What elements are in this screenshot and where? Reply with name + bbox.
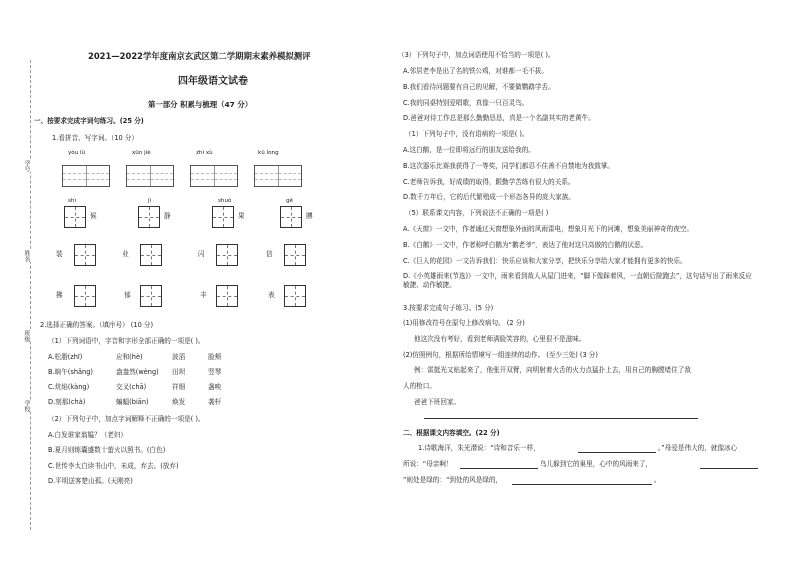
given-char: 郁 bbox=[124, 291, 131, 299]
grid-cell: A.松脂(zhī) bbox=[48, 353, 83, 361]
fill-3-text-b: 。 bbox=[654, 476, 661, 484]
tian-grid[interactable] bbox=[138, 206, 160, 228]
exam-title: 2021—2022学年度南京玄武区第二学期期末素养模拟测评 bbox=[88, 51, 311, 61]
grid-cell: 袭杆 bbox=[208, 398, 222, 406]
given-char: 拂 bbox=[56, 291, 63, 299]
exam-subtitle: 四年级语文试卷 bbox=[178, 76, 248, 87]
grid-cell: C.炕焰(kàng) bbox=[48, 383, 90, 391]
q3-option-d: D.爸爸对待工作总是那么勤勤恳恳，真是一个名副其实的老黄牛。 bbox=[403, 114, 595, 122]
grid-cell: 蝙蝠(biān) bbox=[116, 398, 149, 406]
given-char: 静 bbox=[164, 212, 171, 220]
tian-grid[interactable] bbox=[140, 285, 162, 307]
q6-2-context: 爸爸下班回家。 bbox=[414, 398, 461, 406]
q1-heading: 1.看拼音，写字词。（10 分） bbox=[52, 134, 139, 142]
q4-option-d: D.数千万年后，它的后代繁殖成一个形态各异的庞大家族。 bbox=[403, 193, 576, 201]
fill-3-text-a: ”则处是绿的：“到处的风是绿的， bbox=[403, 476, 503, 484]
answer-box-4[interactable] bbox=[254, 165, 302, 187]
q5-option-c: C.《巨人的花园》一文告诉我们：快乐应该和大家分享，把快乐分享给大家才能拥有更多的快乐。 bbox=[403, 257, 687, 265]
fill-2-text-b: 鸟儿躲到它的巢里，心中的风雨来了， bbox=[540, 460, 653, 468]
option-d: D.平明送客楚山孤。(天刚亮) bbox=[48, 477, 133, 485]
pinyin-1: yòu lù bbox=[68, 150, 86, 156]
given-char: 业 bbox=[122, 250, 129, 258]
q5-stem: （5）联系课文内容，下列说法不正确的一项是( ) bbox=[405, 209, 549, 217]
q6-1-sentence: 他这次没有考好，看到老师满脸笑容的，心里很不是滋味。 bbox=[414, 335, 586, 343]
pinyin-2: xūn jiè bbox=[132, 150, 151, 156]
q3-option-c: C.我的同桌特别爱唱歌，真像一只百灵鸟。 bbox=[403, 99, 529, 107]
grid-cell: 应和(hè) bbox=[116, 353, 143, 361]
school-label: 学校 bbox=[23, 400, 30, 412]
grid-cell: 祥细 bbox=[172, 383, 186, 391]
option-a: A.白发谁家翁媪？（老妇） bbox=[48, 431, 128, 439]
given-char: 膊 bbox=[306, 212, 313, 220]
section-1-heading: 一、按要求完成字词句练习。(25 分) bbox=[34, 117, 144, 125]
option-c: C.世传李太白读书山中，未成，弃去。(放弃) bbox=[48, 462, 179, 470]
answer-line[interactable] bbox=[424, 418, 698, 419]
tian-grid[interactable] bbox=[216, 285, 238, 307]
given-char: 丰 bbox=[200, 291, 207, 299]
tian-grid[interactable] bbox=[284, 244, 306, 266]
tian-grid[interactable] bbox=[74, 285, 96, 307]
grid-cell: 脸颊 bbox=[208, 353, 222, 361]
class-label: 班级 bbox=[23, 330, 30, 342]
grid-cell: 田坝 bbox=[172, 368, 186, 376]
grid-cell: 盎盎然(wèng) bbox=[116, 368, 159, 376]
grid-cell: B.晌午(shǎng) bbox=[48, 368, 93, 376]
grid-cell: 波滔 bbox=[172, 353, 186, 361]
grid-cell: D.刻那(chà) bbox=[48, 398, 86, 406]
tian-grid[interactable] bbox=[74, 244, 96, 266]
q3-option-b: B.我们看待问题要有自己的见解，不要做鹦鹉学舌。 bbox=[403, 83, 555, 91]
student-id-label: 学号 bbox=[23, 160, 30, 172]
q2-2-stem: （2）下列句子中，加点字词解释不正确的一项是( )。 bbox=[48, 415, 205, 423]
char-pinyin-2: jì bbox=[148, 198, 152, 204]
tian-grid[interactable] bbox=[284, 285, 306, 307]
answer-box-3[interactable] bbox=[190, 165, 238, 187]
given-char: 装 bbox=[56, 250, 63, 258]
q5-option-a: A.《天窗》一文中，作者通过天窗想象外面的风雨雷电，想象月光下的河滩，想象美丽神奇的夜空。 bbox=[403, 225, 694, 233]
pinyin-3: zhì xù bbox=[196, 150, 213, 156]
fill-2-text-a: 所说：“母亲啊！ bbox=[403, 460, 453, 468]
q4-stem: （1）下列句子中，没有语病的一项是( )。 bbox=[405, 130, 529, 138]
fill-blank[interactable] bbox=[578, 452, 656, 453]
q3-option-a: A.邻居老李是出了名的铁公鸡，对谁都一毛不拔。 bbox=[403, 67, 548, 75]
pinyin-4: kū long bbox=[258, 150, 279, 156]
grid-cell: 竖琴 bbox=[208, 368, 222, 376]
given-char: 果 bbox=[238, 212, 245, 220]
q5-option-b: B.《白鹅》一文中，作者称呼白鹅为“鹅老爷”，表达了他对这只高傲的白鹅的厌恶。 bbox=[403, 241, 648, 249]
char-pinyin-4: gē bbox=[286, 198, 293, 204]
given-char: 闪 bbox=[198, 250, 205, 258]
char-pinyin-3: shuò bbox=[218, 198, 232, 204]
grid-cell: 交叉(chā) bbox=[116, 383, 147, 391]
q2-1-stem: （1）下列词语中，字音和字形全部正确的一项是( )。 bbox=[48, 337, 205, 345]
given-char: 信 bbox=[266, 250, 273, 258]
fill-1-text-a: 1.诗歌海洋，朱光潜说：“诗和音乐一样， bbox=[418, 444, 540, 452]
grid-cell: 焕发 bbox=[172, 398, 186, 406]
q4-option-a: A.这白鹅，是一位即将远行的朋友送给我的。 bbox=[403, 146, 535, 154]
part-heading: 第一部分 积累与梳理（47 分） bbox=[148, 100, 253, 109]
fill-1-text-b: 。”母爱是伟大的，就像冰心 bbox=[658, 444, 738, 452]
q6-1-stem: (1)用修改符号在原句上修改病句。 (2 分) bbox=[403, 319, 525, 327]
given-char: 表 bbox=[268, 291, 275, 299]
tian-grid[interactable] bbox=[64, 206, 86, 228]
q4-option-c: C.老师告诉我，好成绩的取得，跟勤学苦练有很大的关系。 bbox=[403, 178, 575, 186]
binding-line bbox=[30, 60, 31, 530]
tian-grid[interactable] bbox=[140, 244, 162, 266]
tian-grid[interactable] bbox=[216, 244, 238, 266]
fill-blank[interactable] bbox=[512, 484, 652, 485]
given-char: 候 bbox=[90, 212, 97, 220]
answer-box-1[interactable] bbox=[62, 165, 110, 187]
name-label: 姓名 bbox=[23, 250, 30, 262]
char-pinyin-1: shì bbox=[68, 198, 77, 204]
fill-blank[interactable] bbox=[460, 468, 538, 469]
q6-2-example-line2: 人的枪口。 bbox=[403, 382, 436, 390]
answer-box-2[interactable] bbox=[126, 165, 174, 187]
section-2-heading: 二、根据课文内容填空。(22 分) bbox=[403, 429, 500, 437]
q4-option-b: B.这次器乐比赛我获得了一等奖，同学们都忍不住善不自禁地为我鼓掌。 bbox=[403, 162, 615, 170]
q6-2-stem: (2)仿照例句，根据所给情境写一组连续的动作。 (至少三处) (3 分) bbox=[403, 351, 598, 359]
option-b: B.夏月则练囊盛数十萤火以照书。(白色) bbox=[48, 446, 166, 454]
tian-grid[interactable] bbox=[280, 206, 302, 228]
q6-2-example-line1: 例：雷挺光又贴起来了，他张开双臂，向明射着火舌的火力点猛扑上去，用自己的胸膛堵住了敌 bbox=[414, 366, 691, 374]
q5-option-d: D.《小英雄雨来(节选)》一文中，雨来看到敌人从屋门进来，“脚下像踩着风，一直朝后院跑去”，这句话写出了雨来反应敏捷、动作敏捷。 bbox=[403, 272, 752, 289]
binding-strip bbox=[18, 60, 42, 530]
q3-stem: （3）下列句子中，加点词语使用不恰当的一项是( )。 bbox=[398, 51, 555, 59]
grid-cell: 盏咉 bbox=[208, 383, 222, 391]
q2-heading: 2.选择正确的答案。（填序号） (10 分) bbox=[40, 321, 154, 329]
q6-heading: 3.按要求完成句子练习。(5 分) bbox=[403, 304, 494, 312]
fill-blank[interactable] bbox=[700, 468, 758, 469]
tian-grid[interactable] bbox=[212, 206, 234, 228]
